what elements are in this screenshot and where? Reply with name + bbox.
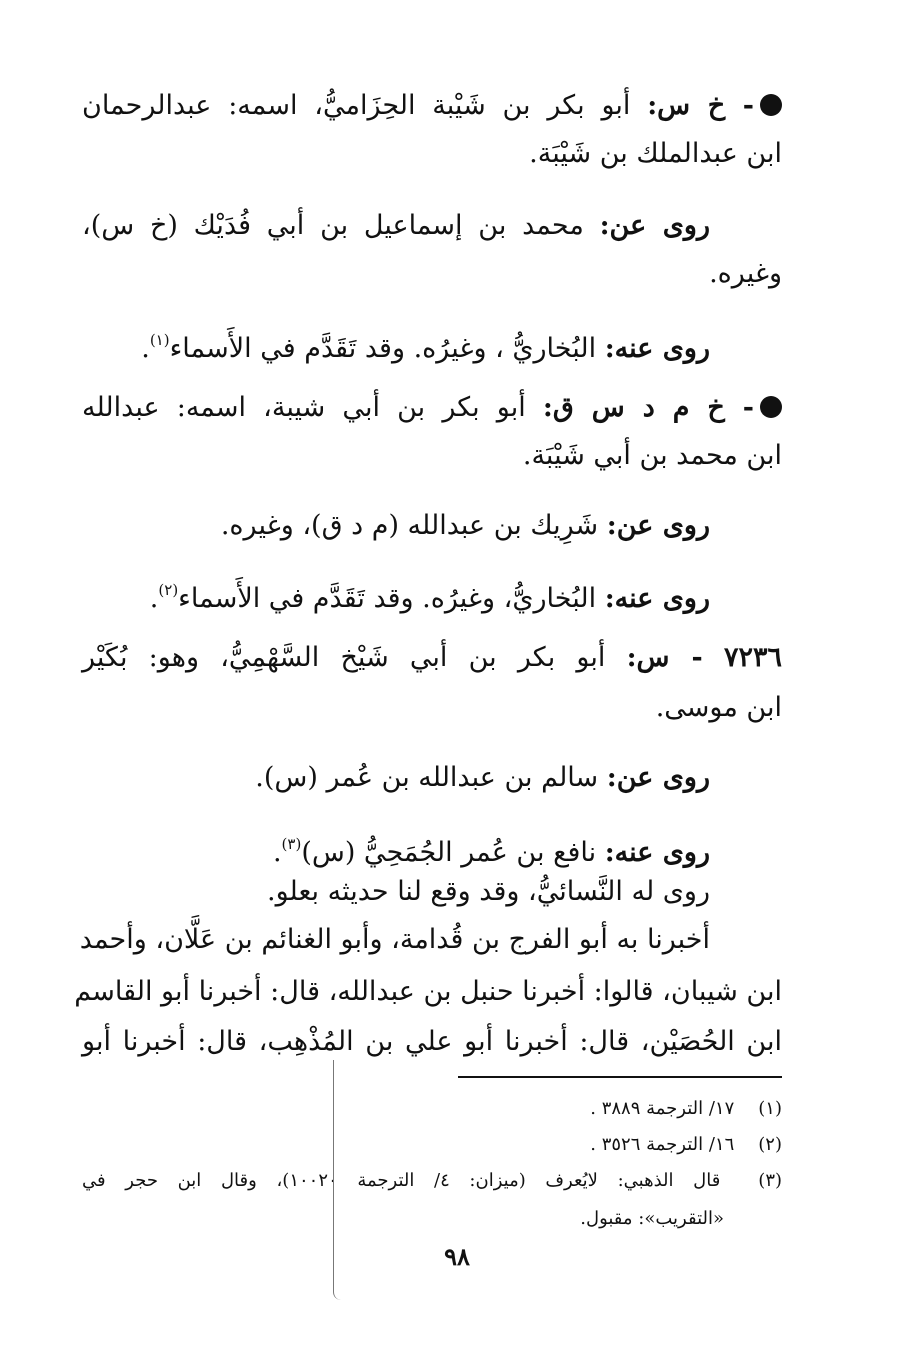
entry-2-prefix: - خ م د س ق: bbox=[542, 392, 755, 423]
entry-2-heading-line bbox=[82, 386, 782, 430]
period: . bbox=[272, 837, 282, 868]
entry-3-name-cont: ابن موسى. bbox=[655, 692, 782, 723]
entry-3-isnad-line-2: ابن شيبان، قالوا: أخبرنا حنبل بن عبدالله، قال: أخبرنا أبو القاسم bbox=[74, 976, 782, 1007]
entry-3-heading-line bbox=[82, 636, 782, 680]
entry-2-riwa-anhu-text: البُخاريُّ، وغيرُه. وقد تَقَدَّم في الأَسماء bbox=[178, 583, 597, 614]
entry-1-name-cont: ابن عبدالملك بن شَيْبَة. bbox=[529, 138, 782, 169]
riwa-an-label: روى عن: bbox=[599, 210, 710, 241]
footnote-number: (١) bbox=[758, 1098, 782, 1119]
entry-2-name-cont: ابن محمد بن أبي شَيْبَة. bbox=[522, 440, 782, 471]
footnote-ref-1[interactable]: (١) bbox=[149, 331, 170, 349]
period: . bbox=[149, 583, 159, 614]
entry-1-heading-line bbox=[82, 84, 782, 128]
period: . bbox=[141, 333, 150, 364]
riwa-anhu-label: روى عنه: bbox=[604, 333, 710, 364]
footnote-ref-2[interactable]: (٢) bbox=[158, 581, 179, 599]
footnote-ref-3[interactable]: (٣) bbox=[281, 835, 302, 853]
entry-3-riwa-anhu-text: نافع بن عُمر الجُمَحِيُّ (س) bbox=[301, 837, 597, 868]
entry-3-isnad-line-3: ابن الحُصَيْن، قال: أخبرنا أبو علي بن المُذْهِب، قال: أخبرنا أبو bbox=[82, 1026, 782, 1057]
footnote-text: ١٧/ الترجمة ٣٨٨٩ . bbox=[590, 1098, 735, 1119]
entry-3-isnad-line-1: أخبرنا به أبو الفرج بن قُدامة، وأبو الغنائم بن عَلَّان، وأحمد bbox=[79, 924, 710, 955]
entry-3-name: أبو بكر بن أبي شَيْخ السَّهْمِيُّ، وهو: بُكَيْر bbox=[82, 642, 606, 673]
entry-1-riwa-an-cont: وغيره. bbox=[709, 258, 782, 289]
entry-2-name: أبو بكر بن أبي شيبة، اسمه: عبدالله bbox=[82, 392, 526, 423]
entry-2-riwa-anhu-line bbox=[150, 568, 710, 621]
footnote-3 bbox=[82, 1166, 782, 1196]
riwa-an-label: روى عن: bbox=[606, 762, 710, 793]
entry-1-prefix: - خ س: bbox=[647, 90, 754, 121]
entry-3-riwa-an-text: سالم بن عبدالله بن عُمر (س). bbox=[255, 762, 599, 793]
entry-3-riwa-an-line bbox=[255, 756, 710, 800]
entry-1-name: أبو بكر بن شَيْبة الحِزَاميُّ، اسمه: عبدالرحمان bbox=[82, 90, 631, 121]
footnote-divider bbox=[458, 1076, 782, 1078]
entry-number: ٧٢٣٦ bbox=[723, 642, 782, 673]
entry-3-prefix: - س: bbox=[626, 642, 703, 673]
footnote-3-cont: «التقريب»: مقبول. bbox=[580, 1208, 724, 1229]
riwa-anhu-label: روى عنه: bbox=[604, 583, 710, 614]
page-number: ٩٨ bbox=[444, 1242, 470, 1271]
riwa-anhu-label: روى عنه: bbox=[604, 837, 710, 868]
bullet-dot-icon bbox=[760, 396, 782, 418]
entry-1-riwa-anhu-text: البُخاريُّ ، وغيرُه. وقد تَقَدَّم في الأَسماء bbox=[169, 333, 597, 364]
footnote-1 bbox=[590, 1094, 782, 1124]
entry-1-riwa-an-line bbox=[82, 204, 710, 248]
bullet-dot-icon bbox=[760, 94, 782, 116]
riwa-an-label: روى عن: bbox=[606, 510, 710, 541]
entry-1-riwa-an-text: محمد بن إسماعيل بن أبي فُدَيْك (خ س)، bbox=[82, 210, 584, 241]
entry-2-riwa-an-line bbox=[221, 504, 710, 548]
entry-2-riwa-an-text: شَرِيك بن عبدالله (م د ق)، وغيره. bbox=[220, 510, 599, 541]
footnote-2 bbox=[590, 1130, 782, 1160]
footnote-text: قال الذهبي: لايُعرف (ميزان: ٤/ الترجمة ١٠٠٢٠)، وقال ابن حجر في bbox=[82, 1170, 721, 1191]
entry-3-riwaya-lahu: روى له النَّسائيُّ، وقد وقع لنا حديثه بعلو. bbox=[267, 876, 710, 907]
footnote-number: (٢) bbox=[758, 1134, 782, 1155]
page-fold-line bbox=[333, 1060, 342, 1300]
footnote-text: ١٦/ الترجمة ٣٥٢٦ . bbox=[590, 1134, 735, 1155]
entry-3-riwa-anhu-line bbox=[273, 822, 710, 875]
footnote-number: (٣) bbox=[758, 1170, 783, 1191]
entry-1-riwa-anhu-line bbox=[141, 318, 710, 371]
